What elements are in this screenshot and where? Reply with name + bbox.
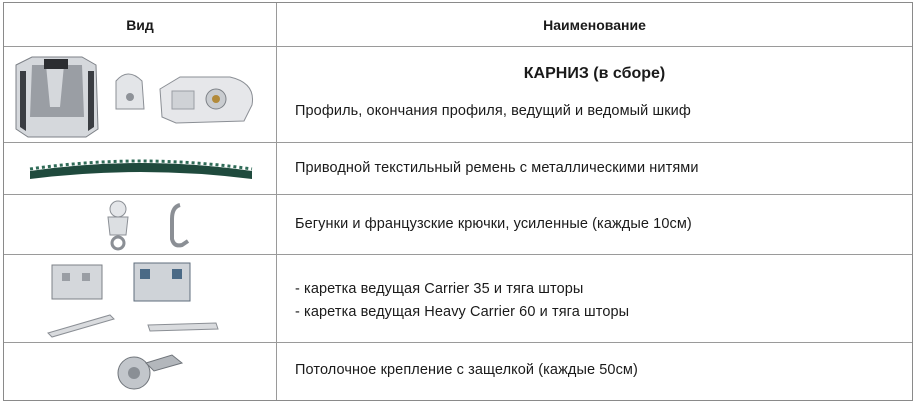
ceiling-mount-image — [4, 343, 276, 400]
cornice-image — [4, 47, 276, 142]
table-row — [4, 195, 912, 255]
header-view: Вид — [126, 16, 154, 33]
header-name: Наименование — [543, 16, 646, 33]
carrier-60-line: - каретка ведущая Heavy Carrier 60 и тяга шторы — [295, 304, 630, 320]
runners-image — [4, 195, 276, 254]
table-row — [4, 47, 912, 143]
runners-description: Бегунки и французские крючки, усиленные (каждые 10см) — [295, 216, 692, 232]
table-row — [4, 143, 912, 195]
spec-table — [3, 2, 913, 401]
belt-description: Приводной текстильный ремень с металлическими нитями — [295, 160, 699, 176]
table-header-row — [4, 3, 912, 47]
ceiling-mount-description: Потолочное крепление с защелкой (каждые 50см) — [295, 362, 638, 378]
belt-image — [4, 143, 276, 194]
cornice-title: КАРНИЗ (в сборе) — [523, 65, 666, 82]
table-row — [4, 255, 912, 343]
carrier-35-line: - каретка ведущая Carrier 35 и тяга шторы — [295, 281, 584, 297]
table-row — [4, 343, 912, 400]
cornice-description: Профиль, окончания профиля, ведущий и ведомый шкиф — [295, 103, 691, 119]
carriers-image — [4, 255, 276, 342]
